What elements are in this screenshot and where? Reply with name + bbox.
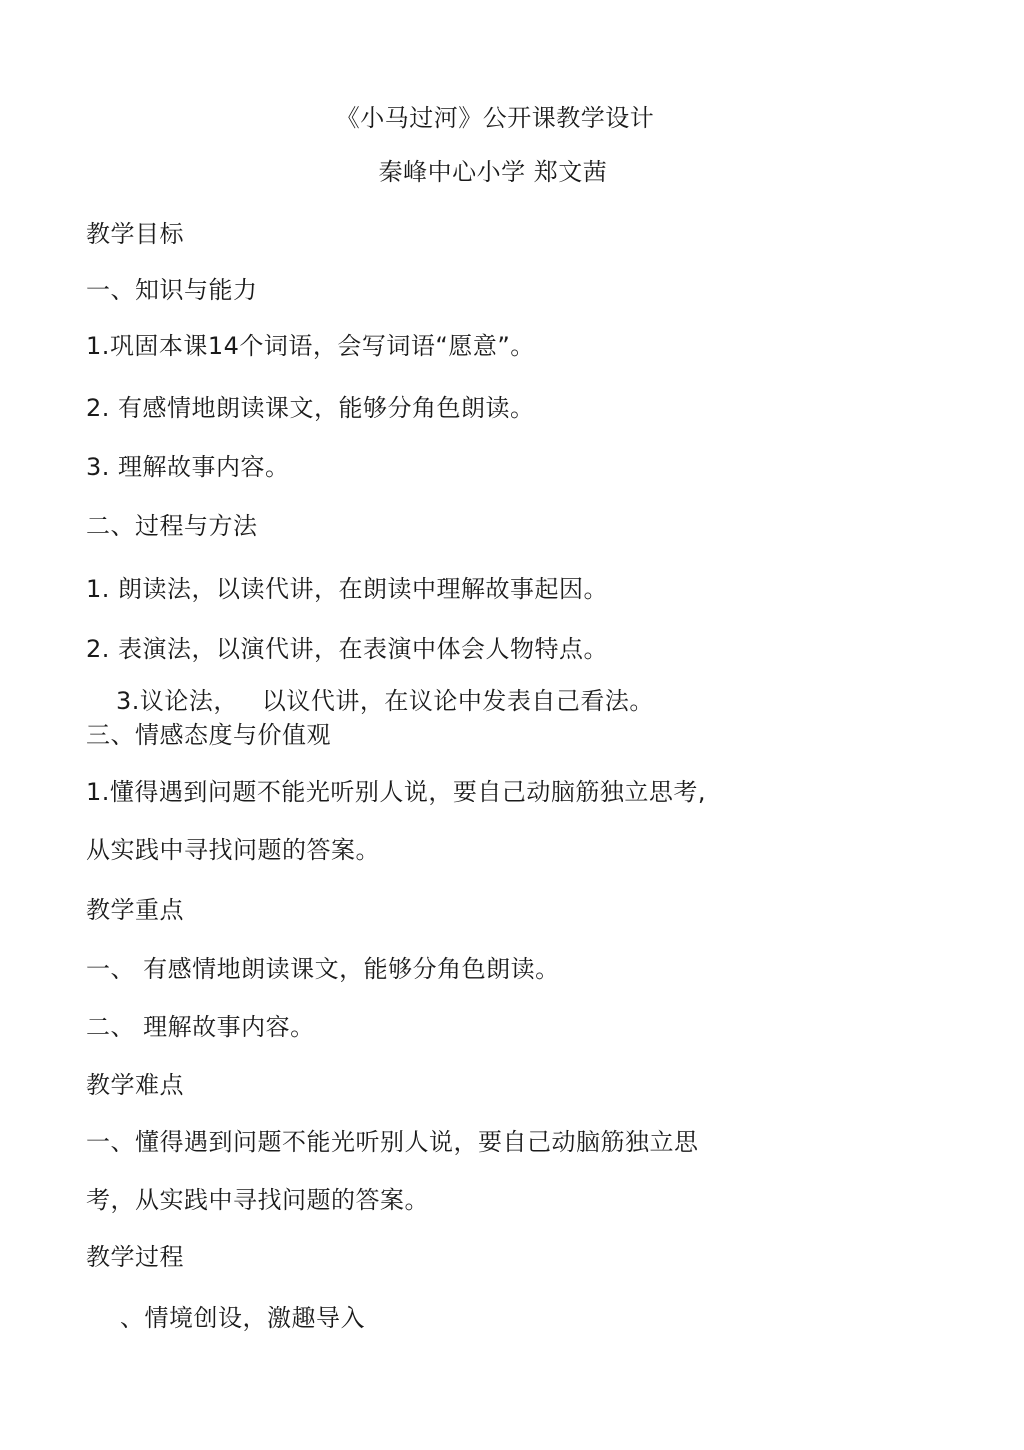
difficulty-item-1-line-2: 考，从实践中寻找问题的答案。 (86, 1186, 429, 1214)
values-item-1-line-2: 从实践中寻找问题的答案。 (86, 836, 380, 864)
method-item-3-label: 3.议论法， (116, 687, 238, 715)
method-item-2: 2. 表演法，以演代讲，在表演中体会人物特点。 (86, 635, 609, 663)
subheading-knowledge-ability: 一、知识与能力 (86, 276, 258, 304)
focus-item-1: 一、 有感情地朗读课文，能够分角色朗读。 (86, 955, 560, 983)
difficulty-item-1-line-1: 一、懂得遇到问题不能光听别人说，要自己动脑筋独立思 (86, 1128, 699, 1156)
method-item-3 (116, 686, 654, 716)
heading-teaching-difficulty: 教学难点 (86, 1071, 184, 1099)
goal-item-2: 2. 有感情地朗读课文，能够分角色朗读。 (86, 394, 535, 422)
goal-item-3: 3. 理解故事内容。 (86, 453, 290, 481)
subheading-emotion-values: 三、情感态度与价值观 (86, 721, 331, 749)
document-title: 《小马过河》公开课教学设计 (335, 104, 655, 132)
heading-teaching-focus: 教学重点 (86, 896, 184, 924)
heading-teaching-goals: 教学目标 (86, 220, 184, 248)
goal-item-1: 1.巩固本课14个词语，会写词语“愿意”。 (86, 332, 535, 360)
focus-item-2: 二、 理解故事内容。 (86, 1013, 315, 1041)
method-item-3-text: 以议代讲，在议论中发表自己看法。 (261, 687, 654, 715)
heading-teaching-process: 教学过程 (86, 1243, 184, 1271)
document-author: 秦峰中心小学 郑文茜 (378, 158, 608, 186)
process-step-1: 、情境创设，激趣导入 (120, 1304, 365, 1332)
values-item-1-line-1: 1.懂得遇到问题不能光听别人说，要自己动脑筋独立思考, (86, 778, 707, 806)
method-item-1: 1. 朗读法，以读代讲，在朗读中理解故事起因。 (86, 575, 609, 603)
subheading-process-method: 二、过程与方法 (86, 512, 258, 540)
